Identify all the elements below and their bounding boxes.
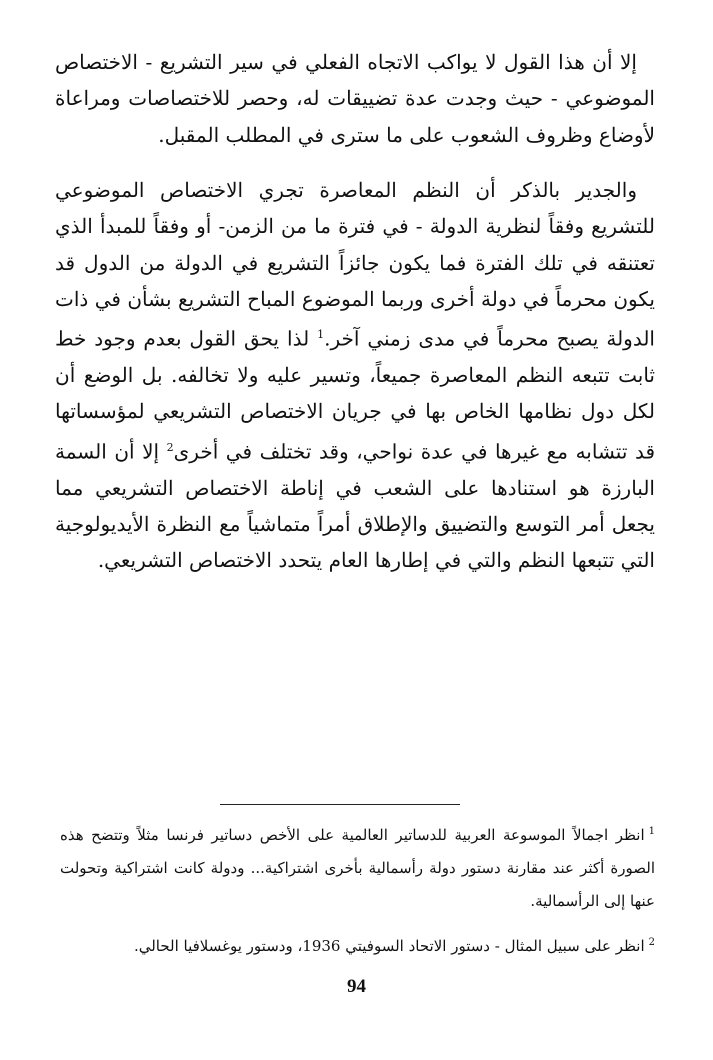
paragraph-1	[55, 44, 655, 153]
paragraph-2-text-part-1: والجدير بالذكر أن النظم المعاصرة تجري الاختصاص الموضوعي للتشريع وفقاً لنظرية الدولة - في فترة ما من الزمن- أو وفقاً للمبدأ الذي تعتنقه في تلك الفترة فما يكون جائزاً التشريع في الدولة من الدول قد يكون محرماً في دولة أخرى وربما الموضوع المباح التشريع بشأن في ذات الدولة يصبح محرماً في مدى زمني آخر.	[55, 178, 655, 351]
footnote-reference-1: 1	[317, 328, 325, 342]
footnote-divider	[220, 804, 460, 805]
footnote-reference-2: 2	[166, 440, 174, 454]
footnote-2-text: انظر على سبيل المثال - دستور الاتحاد السوفيتي 1936، ودستور يوغسلافيا الحالي.	[133, 937, 645, 955]
footnote-2	[60, 926, 655, 963]
paragraph-2-text-part-3: إلا أن السمة البارزة هو استنادها على الشعب في إناطة الاختصاص التشريعي مما يجعل أمر التوسع والتضييق والإطلاق أمراً متماشياً مع النظرة الأيديولوجية التي تتبعها النظم والتي في إطارها العام يتحدد الاختصاص التشريعي.	[55, 439, 655, 573]
paragraph-2-text-part-2: لذا يحق القول بعدم وجود خط ثابت تتبعه النظم المعاصرة جميعاً، وتسير عليه ولا تخالفه. بل الوضع أن لكل دول نظامها الخاص بها في جريان الاختصاص التشريعي لمؤسساتها قد تتشابه مع غيرها في عدة نواحي، وقد تختلف في أخرى	[55, 326, 656, 464]
footnote-2-number: 2	[648, 937, 655, 948]
page-number: 94	[347, 976, 366, 997]
footnote-1-number: 1	[648, 826, 655, 837]
paragraph-2	[55, 172, 655, 579]
footnote-1	[60, 815, 655, 918]
footnote-1-text: انظر اجمالاً الموسوعة العربية للدساتير العالمية على الأخص دساتير فرنسا مثلاً وتتضح هذه الصورة أكثر عند مقارنة دستور دولة رأسمالية بأخرى اشتراكية... ودولة كانت اشتراكية وتحولت عنها إلى الرأسمالية.	[60, 826, 655, 910]
paragraph-1-text: إلا أن هذا القول لا يواكب الاتجاه الفعلي في سير التشريع - الاختصاص الموضوعي - حيث وجدت عدة تضييقات له، وحصر للاختصاصات ومراعاة لأوضاع وظروف الشعوب على ما سترى في المطلب المقبل.	[55, 50, 655, 147]
